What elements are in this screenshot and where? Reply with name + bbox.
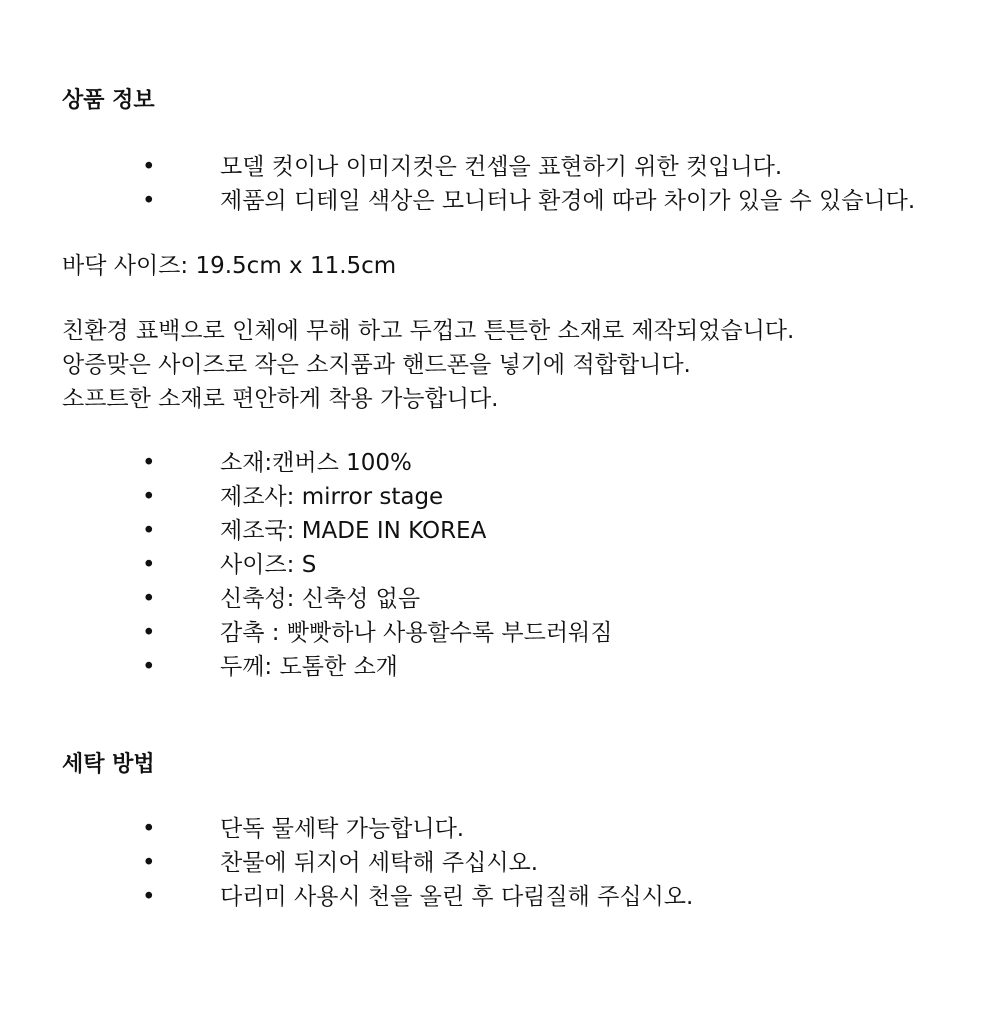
list-item [62, 616, 962, 650]
list-item-text: 다리미 사용시 천을 올린 후 다림질해 주십시오. [220, 884, 694, 910]
bullet-icon: • [142, 620, 156, 646]
spec-thickness: 두께: 도톰한 소개 [220, 654, 398, 680]
product-notes-list [62, 150, 962, 218]
list-item [62, 514, 962, 548]
washing-heading: 세탁 방법 [62, 752, 155, 777]
list-item-text: 단독 물세탁 가능합니다. [220, 816, 465, 842]
list-item [62, 548, 962, 582]
description-line: 앙증맞은 사이즈로 작은 소지품과 핸드폰을 넣기에 적합합니다. [62, 352, 691, 378]
list-item [62, 446, 962, 480]
bullet-icon: • [142, 850, 156, 876]
product-specs-list [62, 446, 962, 684]
list-item [62, 650, 962, 684]
floor-size-text: 바닥 사이즈: 19.5cm x 11.5cm [62, 253, 397, 279]
bullet-icon: • [142, 884, 156, 910]
description-line: 친환경 표백으로 인체에 무해 하고 두껍고 튼튼한 소재로 제작되었습니다. [62, 318, 795, 344]
bullet-icon: • [142, 552, 156, 578]
list-item [62, 582, 962, 616]
list-item [62, 846, 962, 880]
list-item-text: 모델 컷이나 이미지컷은 컨셉을 표현하기 위한 컷입니다. [220, 154, 783, 180]
bullet-icon: • [142, 654, 156, 680]
description-line: 소프트한 소재로 편안하게 착용 가능합니다. [62, 386, 499, 412]
product-info-heading: 상품 정보 [62, 88, 155, 113]
bullet-icon: • [142, 816, 156, 842]
list-item-text: 제품의 디테일 색상은 모니터나 환경에 따라 차이가 있을 수 있습니다. [220, 188, 916, 214]
spec-origin: 제조국: MADE IN KOREA [220, 518, 487, 544]
spec-size: 사이즈: S [220, 552, 317, 578]
washing-instructions-list [62, 812, 962, 914]
bullet-icon: • [142, 188, 156, 214]
list-item [62, 184, 962, 218]
list-item-text: 찬물에 뒤지어 세탁해 주십시오. [220, 850, 539, 876]
bullet-icon: • [142, 518, 156, 544]
product-description [62, 314, 962, 416]
bullet-icon: • [142, 450, 156, 476]
bullet-icon: • [142, 484, 156, 510]
bullet-icon: • [142, 586, 156, 612]
spec-material: 소재:캔버스 100% [220, 450, 412, 476]
spec-elasticity: 신축성: 신축성 없음 [220, 586, 421, 612]
spec-texture: 감촉 : 빳빳하나 사용할수록 부드러워짐 [220, 620, 613, 646]
list-item [62, 880, 962, 914]
spec-manufacturer: 제조사: mirror stage [220, 484, 444, 510]
list-item [62, 812, 962, 846]
bullet-icon: • [142, 154, 156, 180]
product-detail-document [62, 84, 962, 914]
list-item [62, 150, 962, 184]
list-item [62, 480, 962, 514]
